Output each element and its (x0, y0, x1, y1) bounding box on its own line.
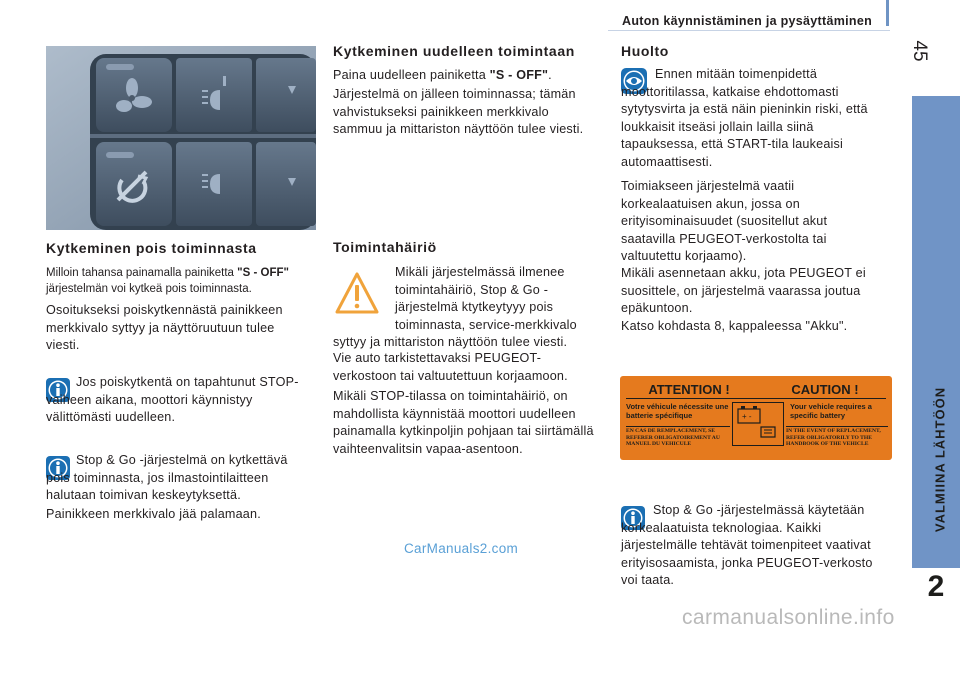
reactivation-paragraph (333, 67, 598, 85)
sticker-en-title: CAUTION ! (791, 382, 859, 397)
svg-text:+ -: + - (742, 412, 752, 421)
battery-section-reference: Katso kohdasta 8, kappaleessa "Akku". (621, 319, 848, 333)
reactivation-confirm-paragraph: Järjestelmä on jälleen toiminnassa; tämän vahvistukseksi painikkeen merkkivalo sammuu ja mittariston näyttöön tulee viesti. (333, 87, 584, 137)
deactivation-text-post: järjestelmän voi kytkeä pois toiminnasta. (46, 283, 252, 295)
sticker-fr-subtitle: Votre véhicule nécessite une batterie spécifique (626, 402, 729, 420)
non-recommended-battery-paragraph: Mikäli asennetaan akku, jota PEUGEOT ei suosittele, on järjestelmä vaarassa joutua epäkuntoon. (621, 266, 866, 316)
malfunction-warning (333, 264, 598, 352)
reactivation-text-pre: Paina uudelleen painiketta (333, 68, 490, 82)
battery-pictogram-icon (732, 402, 784, 446)
maintenance-safety-note: Ennen mitään toimenpidettä moottoritilassa, katkaise ehdottomasti sytytysvirta ja estä näin pieninkin riski, että loukkaisit itseäsi jollain lailla siinä tapauksessa, että START-tila laukeaisi automaattisesti. (621, 67, 868, 169)
watermark-carmanualsonline: carmanualsonline.info (682, 606, 895, 629)
sticker-en-caps: IN THE EVENT OF REPLACEMENT, REFER OBLIGATORILY TO THE HANDBOOK OF THE VEHICLE (786, 428, 881, 448)
reactivation-text-post: . (548, 68, 552, 82)
page-number: 45 (909, 40, 930, 62)
dashboard-buttons-illustration (46, 46, 316, 230)
heading-deactivation: Kytkeminen pois toiminnasta (46, 240, 257, 256)
indicator-stays-lit: Painikkeen merkkivalo jää palamaan. (46, 507, 261, 521)
watermark-carmanuals2: CarManuals2.com (404, 541, 519, 556)
chapter-tab-label: VALMIINA LÄHTÖÖN (932, 386, 948, 533)
heading-maintenance: Huolto (621, 43, 669, 59)
sticker-fr-caps: EN CAS DE REMPLACEMENT, SE REFERER OBLIGATOIREMENT AU MANUEL DU VEHICULE (626, 428, 720, 448)
take-to-dealer-paragraph: Vie auto tarkistettavaksi PEUGEOT-verkostoon tai valtuutettuun korjaamoon. (333, 351, 568, 383)
stop-mode-restart-paragraph: Mikäli STOP-tilassa on toimintahäiriö, on mahdollista käynnistää moottori uudelleen painamalla kytkinpoljin pohjaan tai siirtämällä vaihteenvalitsin vapaa-asentoon. (333, 389, 594, 456)
chapter-number: 2 (927, 570, 945, 603)
heading-reactivation: Kytkeminen uudelleen toimintaan (333, 43, 575, 59)
page-header-title: Auton käynnistäminen ja pysäyttäminen (622, 14, 873, 28)
header-rule (608, 30, 890, 31)
s-off-key-label: "S - OFF" (489, 68, 549, 82)
info-technology-note: Stop & Go -järjestelmässä käytetään korkealaatuista teknologiaa. Kaikki järjestelmälle tehtävät toimenpiteet vaativat erityisosaamista, jonka PEUGEOT-verkosto voi taata. (621, 503, 873, 588)
s-off-key-label: "S - OFF" (237, 267, 289, 279)
info-restart-note: Jos poiskytkentä on tapahtunut STOP-vaiheen aikana, moottori käynnistyy välittömästi uudelleen. (46, 375, 299, 425)
chapter-tab (912, 96, 960, 568)
deactivation-paragraph (46, 265, 318, 297)
dashboard-buttons-photo (46, 46, 316, 230)
sticker-fr-title: ATTENTION ! (648, 382, 730, 397)
sticker-en-subtitle: Your vehicle requires a specific battery (790, 402, 872, 420)
battery-requirement-paragraph: Toimiakseen järjestelmä vaatii korkealaatuisen akun, jossa on erityisominaisuudet (suositellut akut saatavilla PEUGEOT-verkostolta tai valtuutettu korjaamo). (621, 179, 828, 264)
battery-warning-sticker (620, 376, 892, 460)
warning-float-spacer (333, 264, 395, 332)
header-accent-bar (886, 0, 889, 26)
deactivation-indicator-paragraph: Osoitukseksi poiskytkennästä painikkeen merkkivalo syttyy ja näyttöruutuun tulee viesti. (46, 303, 283, 353)
malfunction-warning-text: Mikäli järjestelmässä ilmenee toimintahäiriö, Stop & Go -järjestelmä ktytkeytyyy pois toiminnasta, service-merkkivalo syttyy ja mittariston näyttöön tulee viesti. (333, 265, 577, 350)
info-aircon-note: Stop & Go -järjestelmä on kytkettävä pois toiminnasta, jos ilmastointilaitteen halutaan toimivan keskeytyksettä. (46, 453, 288, 503)
deactivation-text-pre: Milloin tahansa painamalla painiketta (46, 267, 238, 279)
heading-malfunction: Toimintahäiriö (333, 239, 437, 255)
